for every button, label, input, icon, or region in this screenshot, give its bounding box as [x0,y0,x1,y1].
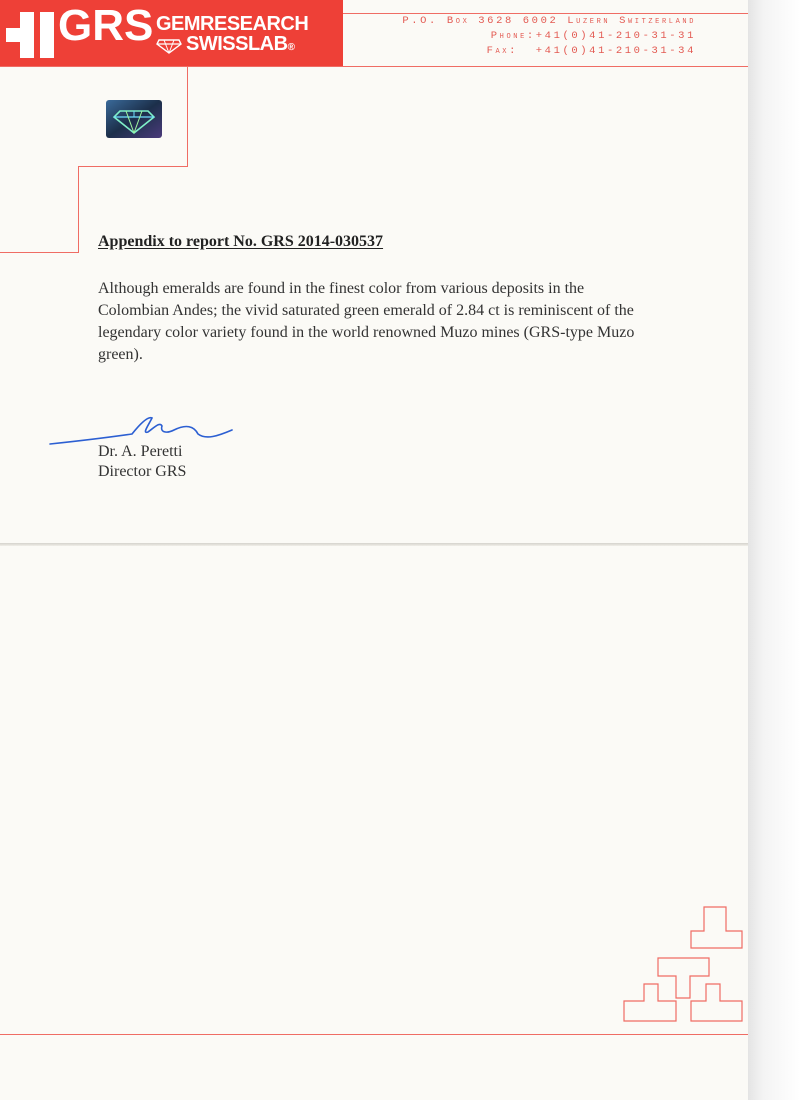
diamond-hologram-icon [106,100,162,138]
frame-line-bottom-left [0,252,79,253]
scan-margin [748,0,800,1100]
letterhead-address [402,14,696,59]
appendix-paragraph: Although emeralds are found in the finest color from various deposits in the Colombian Andes; the vivid saturated green emerald of 2.84 ct is reminiscent of the legendary color variety found in the world renowned Muzo mines (GRS-type Muzo green). [98,280,635,363]
signatory-role: Director GRS [98,463,187,480]
diamond-logo-icon [156,38,182,54]
header-rule-top [343,13,748,14]
header-rule-bottom [0,66,748,67]
phone-line: Phone:+41(0)41-210-31-31 [490,30,696,42]
address-line: P.O. Box 3628 6002 Luzern Switzerland [402,15,696,27]
frame-line-horizontal [78,166,188,167]
logo-grs-text: GRS [58,1,154,50]
puzzle-blocks-icon [620,905,746,1027]
appendix-title: Appendix to report No. GRS 2014-030537 [98,233,384,250]
fax-line: Fax: +41(0)41-210-31-34 [486,45,696,57]
frame-line-vertical-left [78,166,79,252]
frame-line-vertical-right [187,66,188,166]
paper-fold-line [0,543,748,546]
letterhead-logo-band [0,0,343,66]
swiss-cross-icon [6,12,54,58]
logo-gemresearch-text: GEMRESEARCH [156,13,309,35]
footer-rule [0,1034,748,1035]
logo-swisslab-text: SWISSLAB® [186,33,295,55]
signatory-block [98,442,186,482]
signatory-name: Dr. A. Peretti [98,443,183,460]
